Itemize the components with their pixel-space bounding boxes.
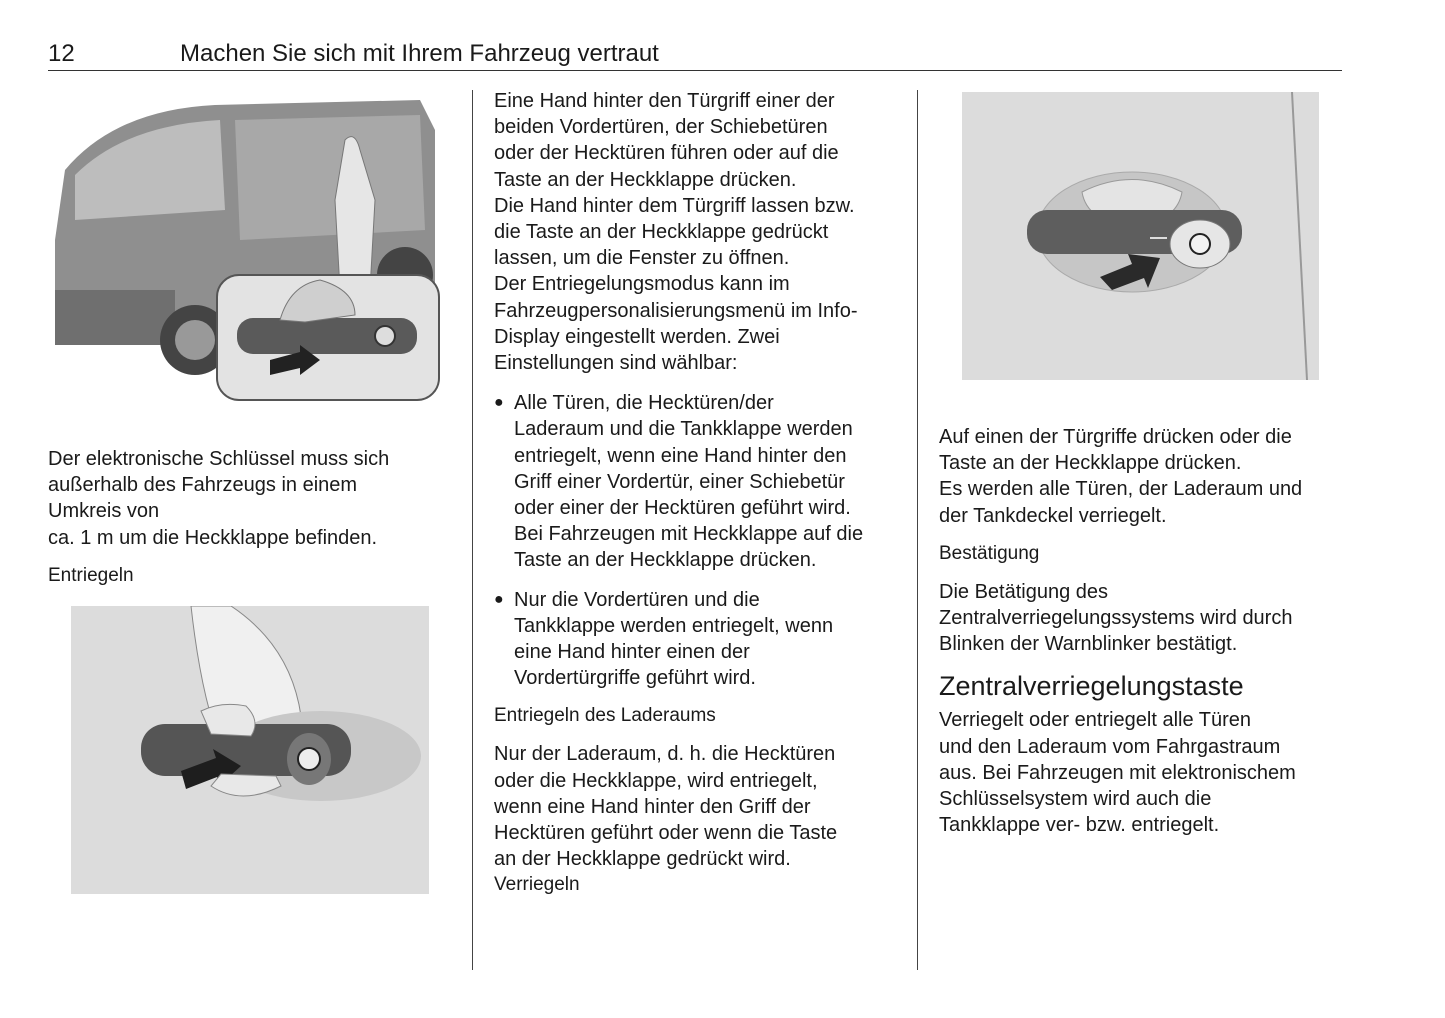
page-header: [48, 40, 1342, 71]
col1-para1: Der elektronische Schlüssel muss sich außerhalb des Fahrzeugs in einem Umkreis von ca. 1 m um die Heckklappe befinden.: [48, 448, 390, 549]
col3-text: [939, 424, 1339, 838]
heading-bestaetigung: Bestätigung: [939, 542, 1040, 564]
heading-zentralverriegelungstaste: Zentralverriegelungstaste: [939, 671, 1244, 702]
list-item: ● Nur die Vordertüren und die Tankklappe werden entriegelt, wenn eine Hand hinter einen der Vordertürgriffe geführt wird.: [494, 587, 904, 692]
heading-entriegeln: Entriegeln: [48, 564, 134, 586]
column-divider-right: [917, 90, 918, 970]
col2-text: [494, 88, 904, 898]
door-handle-lock-illustration: [962, 92, 1319, 380]
van-illustration: [55, 90, 440, 402]
col3-para3: Verriegelt oder entriegelt alle Türen und den Laderaum vom Fahrgastraum aus. Bei Fahrzeugen mit elektronischem Schlüsselsystem wird auch die Tankklappe ver- bzw. entriegelt.: [939, 709, 1296, 837]
door-handle-unlock-illustration: [71, 606, 429, 894]
column-divider-left: [472, 90, 473, 970]
col2-para1: Eine Hand hinter den Türgriff einer der beiden Vordertüren, der Schiebetüren oder der Hecktüren führen oder auf die Taste an der Heckklappe drücken. Die Hand hinter dem Türgriff lassen bzw. die Taste an der Heckklappe gedrückt lassen, um die Fenster zu öffnen. Der Entriegelungsmodus kann im Fahrzeugpersonalisierungsmenü im Info- Display eingestellt werden. Zwei Einstellungen sind wählbar:: [494, 90, 858, 375]
heading-entriegeln-laderaum: Entriegeln des Laderaums: [494, 705, 716, 727]
page-number: 12: [48, 40, 75, 67]
chapter-title: Machen Sie sich mit Ihrem Fahrzeug vertraut: [180, 40, 659, 67]
col3-para1: Auf einen der Türgriffe drücken oder die Taste an der Heckklappe drücken. Es werden alle Türen, der Laderaum und der Tankdeckel verriegelt.: [939, 426, 1303, 527]
col3-para2: Die Betätigung des Zentralverriegelungssystems wird durch Blinken der Warnblinker bestätigt.: [939, 580, 1293, 656]
col2-para2: Nur der Laderaum, d. h. die Hecktüren oder die Heckklappe, wird entriegelt, wenn eine Hand hinter den Griff der Hecktüren geführt oder wenn die Taste an der Heckklappe gedrückt wird.: [494, 743, 838, 871]
heading-verriegeln: Verriegeln: [494, 874, 580, 896]
list-item: ● Alle Türen, die Hecktüren/der Laderaum und die Tankklappe werden entriegelt, wenn eine Hand hinter den Griff einer Vordertür, einer Schiebetür oder einer der Hecktüren geführt wird. Bei Fahrzeugen mit Heckklappe auf die Taste an der Heckklappe drücken.: [494, 390, 904, 573]
col1-text: [48, 446, 458, 589]
unlock-options-list: [494, 390, 904, 691]
